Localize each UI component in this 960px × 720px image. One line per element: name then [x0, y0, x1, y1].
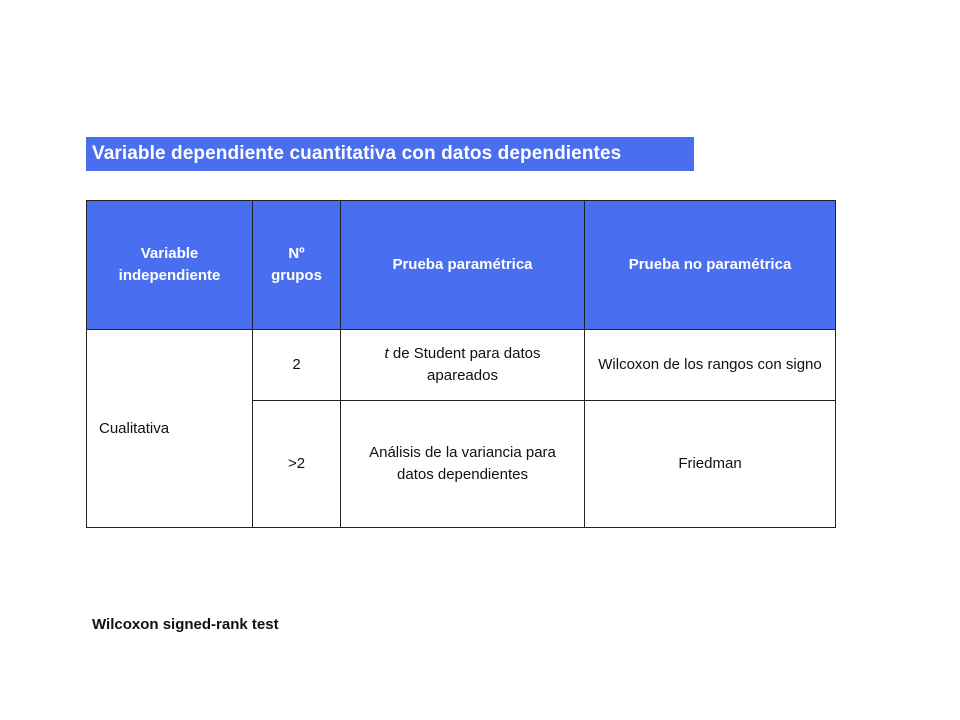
slide-title-banner: Variable dependiente cuantitativa con datos dependientes — [86, 137, 694, 171]
cell-parametric-test — [341, 330, 585, 401]
table-row — [87, 330, 836, 401]
cell-groups: >2 — [253, 401, 341, 528]
cell-parametric-text: Análisis de la variancia para datos dependientes — [369, 444, 556, 483]
cell-nonparametric-test: Friedman — [585, 401, 836, 528]
statistics-test-table — [86, 200, 836, 528]
cell-parametric-text: de Student para datos apareados — [388, 345, 541, 384]
footer-note: Wilcoxon signed-rank test — [92, 616, 279, 633]
header-prueba-parametrica: Prueba paramétrica — [341, 201, 585, 330]
cell-nonparametric-test: Wilcoxon de los rangos con signo — [585, 330, 836, 401]
cell-parametric-test — [341, 401, 585, 528]
cell-variable-cualitativa: Cualitativa — [87, 330, 253, 528]
table-header-row — [87, 201, 836, 330]
header-num-grupos: Nº grupos — [253, 201, 341, 330]
header-prueba-no-parametrica: Prueba no paramétrica — [585, 201, 836, 330]
header-variable-independiente: Variable independiente — [87, 201, 253, 330]
cell-groups: 2 — [253, 330, 341, 401]
italic-t: t — [384, 345, 389, 362]
